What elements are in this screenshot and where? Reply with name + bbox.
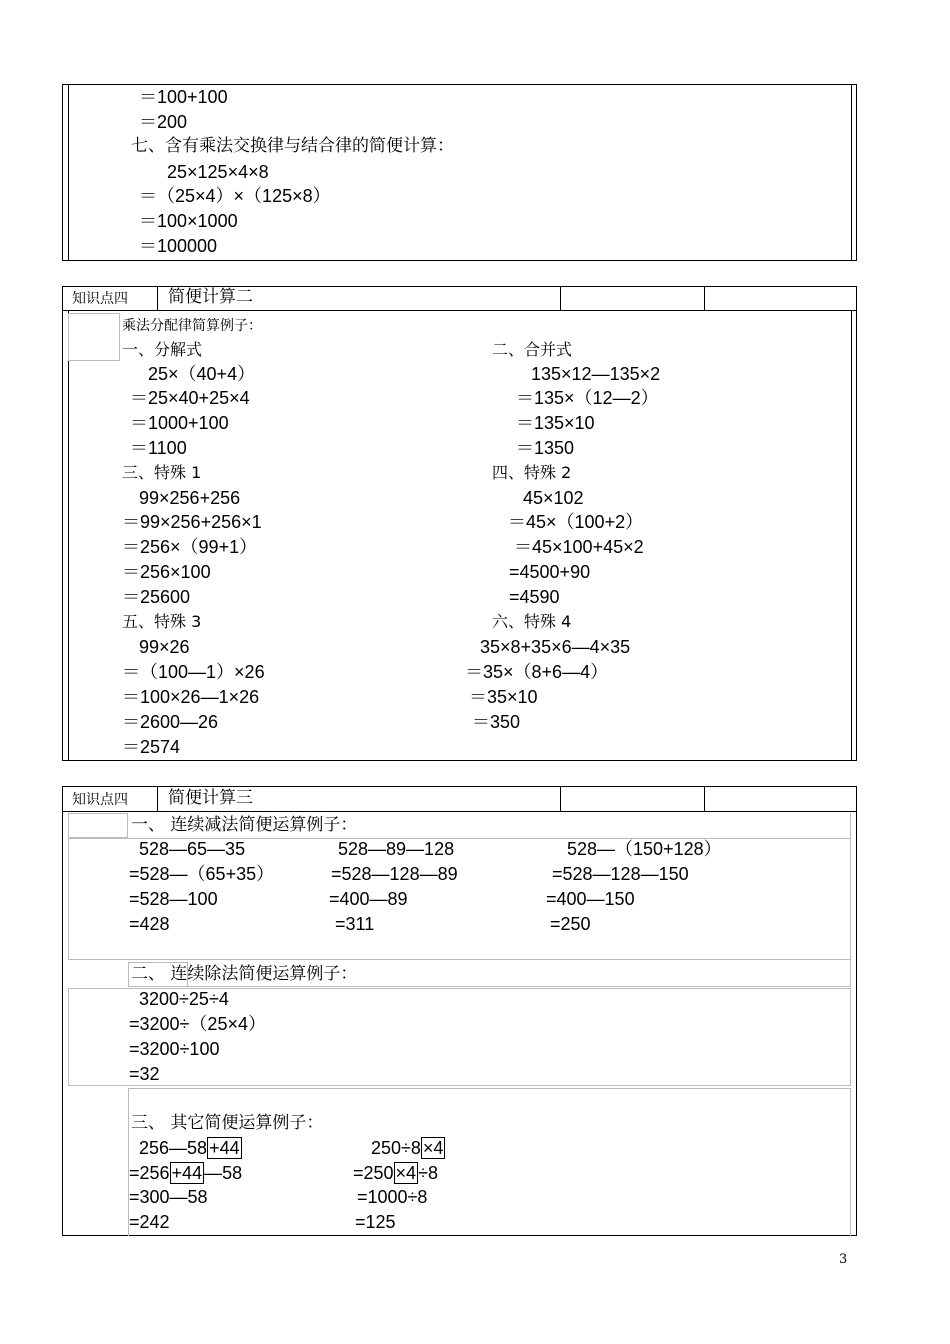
s1-label-cell bbox=[68, 813, 128, 838]
s1-col1-line-4: =428 bbox=[129, 914, 170, 934]
top-heading-7: 七、含有乘法交换律与结合律的简便计算： bbox=[131, 136, 454, 156]
s3-b-line-2 bbox=[353, 1162, 438, 1184]
s3-b2-pre: =250 bbox=[353, 1163, 394, 1183]
section-two-tag: 知识点四 bbox=[72, 291, 128, 307]
section-three-header-div-2 bbox=[560, 786, 561, 811]
h6-line-4: ＝350 bbox=[472, 712, 521, 732]
section-two-h5: 五、特殊 3 bbox=[122, 612, 202, 631]
top-line-4: ＝（25×4）×（125×8） bbox=[139, 186, 331, 206]
section-two-header-div-1 bbox=[157, 286, 158, 310]
h1-line-1: 25×（40+4） bbox=[148, 364, 256, 384]
section-two-inner-right bbox=[851, 310, 852, 761]
s3-b2-post: ÷8 bbox=[418, 1163, 438, 1183]
h3-line-3: ＝256×（99+1） bbox=[122, 537, 258, 557]
h4-line-5: =4590 bbox=[509, 587, 560, 607]
h6-line-1: 35×8+35×6—4×35 bbox=[480, 637, 631, 657]
s3-a1-box: +44 bbox=[209, 1138, 240, 1158]
s3-a-line-4: =242 bbox=[129, 1212, 170, 1232]
h5-line-3: ＝100×26—1×26 bbox=[122, 687, 260, 707]
section-two-inner-left bbox=[68, 310, 69, 761]
s3-b1-pre: 250÷8 bbox=[371, 1138, 421, 1158]
section-two-h3: 三、特殊 1 bbox=[122, 463, 202, 482]
section-two-label-cell bbox=[68, 313, 120, 361]
s3-b-line-1 bbox=[371, 1137, 445, 1159]
h4-line-4: =4500+90 bbox=[509, 562, 591, 582]
top-line-5: ＝100×1000 bbox=[139, 211, 238, 231]
section-two-title: 简便计算二 bbox=[168, 287, 253, 307]
h4-line-3: ＝45×100+45×2 bbox=[514, 537, 644, 557]
h1-line-4: ＝1100 bbox=[130, 438, 187, 458]
s3-a-line-3: =300—58 bbox=[129, 1187, 208, 1207]
s1-col2-line-3: =400—89 bbox=[329, 889, 408, 909]
top-line-1: ＝100+100 bbox=[139, 87, 228, 107]
s3-heading: 三、 其它简便运算例子： bbox=[131, 1113, 324, 1133]
s1-col3-line-1: 528—（150+128） bbox=[567, 839, 722, 859]
top-box-inner-left bbox=[68, 84, 69, 261]
h2-line-2: ＝135×（12—2） bbox=[516, 388, 659, 408]
section-two-h2: 二、合并式 bbox=[492, 340, 573, 359]
h6-line-2: ＝35×（8+6—4） bbox=[465, 662, 609, 682]
h4-line-2: ＝45×（100+2） bbox=[508, 512, 644, 532]
h2-line-4: ＝1350 bbox=[516, 438, 575, 458]
h3-line-2: ＝99×256+256×1 bbox=[122, 512, 262, 532]
top-line-6: ＝100000 bbox=[139, 236, 218, 256]
h1-line-3: ＝1000+100 bbox=[130, 413, 229, 433]
s3-b-line-4: =125 bbox=[355, 1212, 396, 1232]
section-two-h6: 六、特殊 4 bbox=[492, 612, 572, 631]
section-two-h1: 一、分解式 bbox=[122, 340, 203, 359]
s3-a2-box: +44 bbox=[171, 1163, 203, 1183]
top-box-inner-right bbox=[851, 84, 852, 261]
s1-col2-line-1: 528—89—128 bbox=[338, 839, 455, 859]
section-two-header-div-3 bbox=[704, 286, 705, 310]
s2-line-2: =3200÷（25×4） bbox=[129, 1014, 266, 1034]
s3-a2-pre: =256 bbox=[129, 1163, 170, 1183]
section-three-header-bottom bbox=[62, 811, 857, 812]
s3-b1-box: ×4 bbox=[422, 1138, 444, 1158]
section-three-header-div-3 bbox=[704, 786, 705, 811]
section-two-h4: 四、特殊 2 bbox=[492, 463, 572, 482]
h5-line-5: ＝2574 bbox=[122, 737, 181, 757]
s3-a1-pre: 256—58 bbox=[139, 1138, 208, 1158]
s3-a2-post: —58 bbox=[204, 1163, 243, 1183]
s2-line-4: =32 bbox=[129, 1064, 160, 1084]
s1-col1-line-2: =528—（65+35） bbox=[129, 864, 275, 884]
s3-b-line-3: =1000÷8 bbox=[357, 1187, 428, 1207]
section-three-tag: 知识点四 bbox=[72, 792, 128, 808]
s3-a-line-1 bbox=[139, 1137, 242, 1159]
h2-line-3: ＝135×10 bbox=[516, 413, 595, 433]
top-line-3: 25×125×4×8 bbox=[167, 162, 269, 182]
s2-line-3: =3200÷100 bbox=[129, 1039, 220, 1059]
section-three-title: 简便计算三 bbox=[168, 788, 253, 808]
s3-a-line-2 bbox=[129, 1162, 242, 1184]
s1-col3-line-4: =250 bbox=[550, 914, 591, 934]
s2-heading: 二、 连续除法简便运算例子： bbox=[131, 964, 358, 984]
section-two-header-bottom bbox=[62, 310, 857, 311]
page-number: 3 bbox=[839, 1252, 848, 1267]
top-line-2: ＝200 bbox=[139, 112, 188, 132]
h3-line-5: ＝25600 bbox=[122, 587, 191, 607]
s1-col1-line-1: 528—65—35 bbox=[139, 839, 246, 859]
h6-line-3: ＝35×10 bbox=[469, 687, 538, 707]
section-three-header-div-1 bbox=[157, 786, 158, 811]
h3-line-4: ＝256×100 bbox=[122, 562, 211, 582]
s1-col2-line-2: =528—128—89 bbox=[331, 864, 458, 884]
h3-line-1: 99×256+256 bbox=[139, 488, 241, 508]
s1-col1-line-3: =528—100 bbox=[129, 889, 218, 909]
h2-line-1: 135×12—135×2 bbox=[531, 364, 661, 384]
section-two-header-div-2 bbox=[560, 286, 561, 310]
s1-col2-line-4: =311 bbox=[335, 914, 375, 934]
h5-line-2: ＝（100—1）×26 bbox=[122, 662, 265, 682]
s2-line-1: 3200÷25÷4 bbox=[139, 989, 229, 1009]
s1-heading: 一、 连续减法简便运算例子： bbox=[131, 815, 358, 835]
s3-b2-box: ×4 bbox=[395, 1163, 417, 1183]
h4-line-1: 45×102 bbox=[523, 488, 584, 508]
s1-col3-line-2: =528—128—150 bbox=[552, 864, 689, 884]
s1-col3-line-3: =400—150 bbox=[546, 889, 635, 909]
h5-line-1: 99×26 bbox=[139, 637, 190, 657]
h1-line-2: ＝25×40+25×4 bbox=[130, 388, 250, 408]
h5-line-4: ＝2600—26 bbox=[122, 712, 219, 732]
section-two-intro: 乘法分配律简算例子： bbox=[122, 318, 262, 334]
